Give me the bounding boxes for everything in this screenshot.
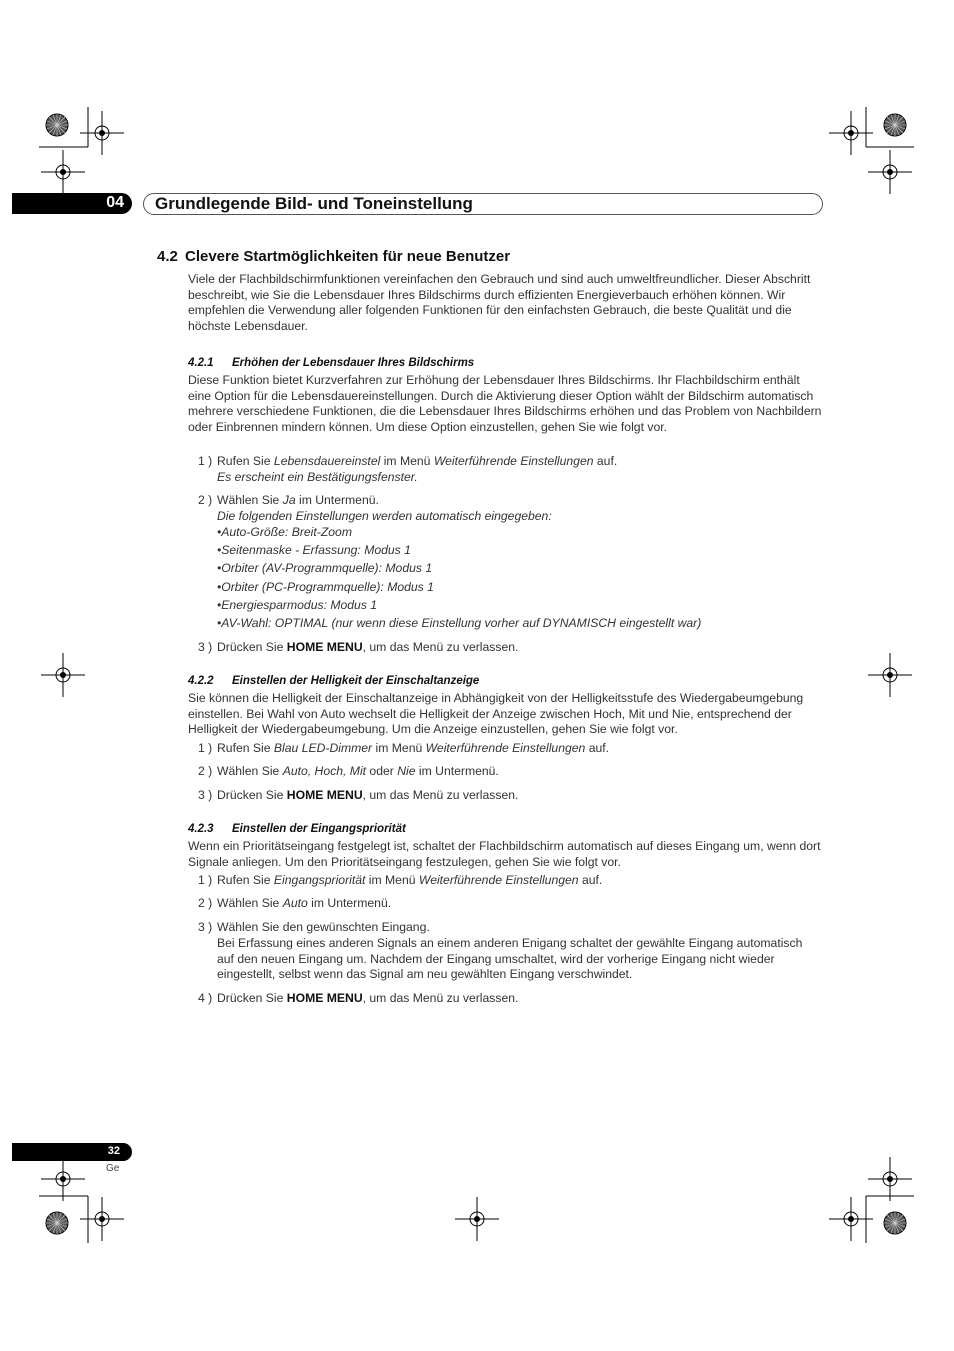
- section-intro: Viele der Flachbildschirmfunktionen vereinfachen den Gebrauch und sind auch umweltfreundlicher. Dieser Abschritt beschreibt, wie Sie die Lebensdauer Ihres Bildschirms durch effizienten Energieverbauch erhöhen können. Wir empfehlen die Verwendung aller folgenden Funktionen für den einfachsten Gebrauch, die beste Qualität und die höchste Lebensdauer.: [188, 272, 811, 333]
- subsection-heading-brightness: 4.2.2 Einstellen der Helligkeit der Einschaltanzeige: [188, 675, 480, 687]
- subsection-body-brightness: Sie können die Helligkeit der Einschaltanzeige in Abhängigkeit von der Helligkeitsstufe des Wiedergabeumgebung einstellen. Bei Wahl von Auto wechselt die Helligkeit der Anzeige zwischen Hoch, Mit und Nie, entsprechend der Helligkeit der Wiedergabeumgebung. Um die Anzeige einzustellen, gehen Sie wie folgt vor.: [188, 691, 804, 737]
- chapter-title-bar: [143, 193, 823, 215]
- step-lifetime-3: 3 ) Drücken Sie HOME MENU, um das Menü zu verlassen.: [198, 640, 519, 654]
- section-number: 4.2: [157, 248, 178, 265]
- subsection-heading-lifetime: 4.2.1 Erhöhen der Lebensdauer Ihres Bildschirms: [188, 357, 475, 369]
- subsection-heading-priority: 4.2.3 Einstellen der Eingangspriorität: [188, 823, 406, 835]
- subsection-body-lifetime: Diese Funktion bietet Kurzverfahren zur Erhöhung der Lebensdauer Ihres Bildschirms. Ihr Flachbildschirm enthält eine Option für die Lebensdauereinstellungen. Durch die Aktivierung dieser Option wählt der Bildschirm automatisch mehrere verschiedene Funktionen, die die Lebensdauer Ihres Bildschirms erhöhen und das Problem von Nachbildern oder Einbrennen mindern können. Um diese Option einzustellen, gehen Sie wie folgt vor.: [188, 373, 822, 434]
- page-language: Ge: [106, 1163, 120, 1174]
- step-priority-3-note: Bei Erfassung eines anderen Signals an einem anderen Enigang schaltet der gewählte Eingang automatisch auf den neuen Eingang um. Nachdem der Eingang umschaltet, wird der vorherige Eingang nicht wieder eingestellt, selbst wenn das Signal am neu gewählten Eingang verschwindet.: [217, 936, 803, 982]
- section-title: Clevere Startmöglichkeiten für neue Benutzer: [185, 248, 511, 265]
- list-item: •Orbiter (AV-Programmquelle): Modus 1: [217, 561, 433, 575]
- page-number: 32: [107, 1145, 120, 1157]
- step-priority-3: 3 ) Wählen Sie den gewünschten Eingang.: [198, 920, 430, 934]
- step-brightness-1: 1 ) Rufen Sie Blau LED-Dimmer im Menü Weiterführende Einstellungen auf.: [198, 741, 610, 755]
- step-priority-2: 2 ) Wählen Sie Auto im Untermenü.: [198, 896, 392, 910]
- step-priority-1: 1 ) Rufen Sie Eingangspriorität im Menü Weiterführende Einstellungen auf.: [198, 873, 603, 887]
- step-brightness-2: 2 ) Wählen Sie Auto, Hoch, Mit oder Nie im Untermenü.: [198, 764, 499, 778]
- step-lifetime-1: 1 ) Rufen Sie Lebensdauereinstel im Menü Weiterführende Einstellungen auf.: [198, 454, 618, 468]
- list-item: •Seitenmaske - Erfassung: Modus 1: [217, 543, 411, 557]
- list-item: •AV-Wahl: OPTIMAL (nur wenn diese Einstellung vorher auf DYNAMISCH eingestellt war): [217, 616, 702, 630]
- list-item: •Energiesparmodus: Modus 1: [217, 598, 378, 612]
- chapter-number-badge: [12, 193, 132, 214]
- step-brightness-3: 3 ) Drücken Sie HOME MENU, um das Menü zu verlassen.: [198, 788, 519, 802]
- subsection-body-priority: Wenn ein Prioritätseingang festgelegt ist, schaltet der Flachbildschirm automatisch auf dieses Eingang um, wenn dort Signale anliegen. Um den Prioritätseingang festzulegen, gehen Sie wie folgt vor.: [188, 839, 821, 869]
- chapter-title: Grundlegende Bild- und Toneinstellung: [155, 194, 473, 213]
- step-lifetime-1-note: Es erscheint ein Bestätigungsfenster.: [217, 470, 418, 484]
- step-priority-4: 4 ) Drücken Sie HOME MENU, um das Menü zu verlassen.: [198, 991, 519, 1005]
- step-lifetime-2: 2 ) Wählen Sie Ja im Untermenü.: [198, 493, 379, 507]
- page-number-badge: [12, 1143, 132, 1161]
- list-item: •Auto-Größe: Breit-Zoom: [217, 525, 352, 539]
- section-heading: [157, 248, 510, 265]
- chapter-number: 04: [106, 194, 124, 211]
- step-lifetime-2-note: Die folgenden Einstellungen werden automatisch eingegeben:: [217, 509, 552, 523]
- list-item: •Orbiter (PC-Programmquelle): Modus 1: [217, 580, 434, 594]
